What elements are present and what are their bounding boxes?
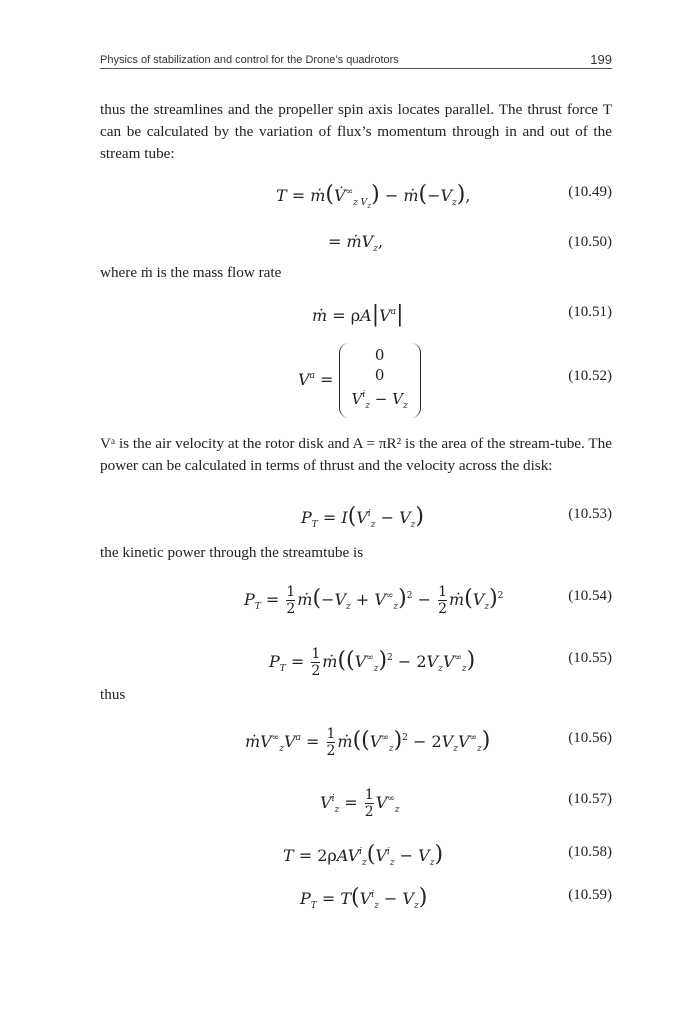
equation-number: (10.51): [568, 304, 612, 320]
equation-10-59: $P_T = T(V^i_z - V_z)$ (10.59): [100, 875, 612, 915]
paragraph-3: Vᵃ is the air velocity at the rotor disk and A = πR² is the area of the stream-tube. The power can be calculated in terms of thrust and the velocity across the disk:: [100, 435, 612, 474]
equation-10-58: $T = 2\rho AV^i_z(V^i_z - V_z)$ (10.58): [100, 832, 612, 872]
equation-number: (10.50): [568, 234, 612, 250]
equation-10-53: $P_T = I(V^i_z - V_z)$ (10.53): [100, 494, 612, 534]
equation-number: (10.58): [568, 844, 612, 860]
equation-10-55: $P_T$ = $\frac{1}{2}$ $ṁ((V^\infty_z)^2 - 2V_zV^\infty_z)$ (10.55): [100, 638, 612, 678]
equation-10-49: $T = ṁ(V̇^\infty_{z V_z})$ − $ṁ(-V_z)$, (10.49): [100, 172, 612, 212]
equation-10-56: $ṁV^\infty_zV^a$ = $\frac{1}{2}$ $ṁ((V^\infty_z)^2 - 2V_zV^\infty_z)$ (10.56): [100, 718, 612, 758]
paragraph-5: thus: [100, 686, 126, 703]
equation-number: (10.49): [568, 184, 612, 200]
header-rule: [100, 68, 612, 69]
equation-number: (10.55): [568, 650, 612, 666]
equation-10-52: $V^a = 0$ 0 $V^i_z - V_z$ (10.52): [100, 356, 612, 396]
page-number: 199: [590, 52, 612, 67]
equation-10-51: ṁ = $\rho A|V^a|$ (10.51): [100, 292, 612, 332]
equation-number: (10.56): [568, 730, 612, 746]
equation-number: (10.54): [568, 588, 612, 604]
running-header-title: Physics of stabilization and control for the Drone’s quadrotors: [100, 54, 399, 66]
paragraph-4: the kinetic power through the streamtube is: [100, 544, 364, 561]
paragraph-2: where ṁ is the mass flow rate: [100, 264, 282, 281]
equation-number: (10.59): [568, 887, 612, 903]
equation-number: (10.53): [568, 506, 612, 522]
equation-10-57: $V^i_z$ = $\frac{1}{2}$ $V^\infty_z$ (10.57): [100, 779, 612, 819]
equation-number: (10.57): [568, 791, 612, 807]
equation-number: (10.52): [568, 368, 612, 384]
equation-10-54: $P_T$ = $\frac{1}{2}$ $ṁ(-V_z + V^\infty_z)^2$ − $\frac{1}{2}$ $ṁ(V_z)^2$ (10.54): [100, 576, 612, 616]
paragraph-1: thus the streamlines and the propeller spin axis locates parallel. The thrust force T can be calculated by the variation of flux’s momentum through in and out of the stream tube:: [100, 101, 612, 162]
equation-10-50: = ṁV$_z$, (10.50): [100, 222, 612, 262]
